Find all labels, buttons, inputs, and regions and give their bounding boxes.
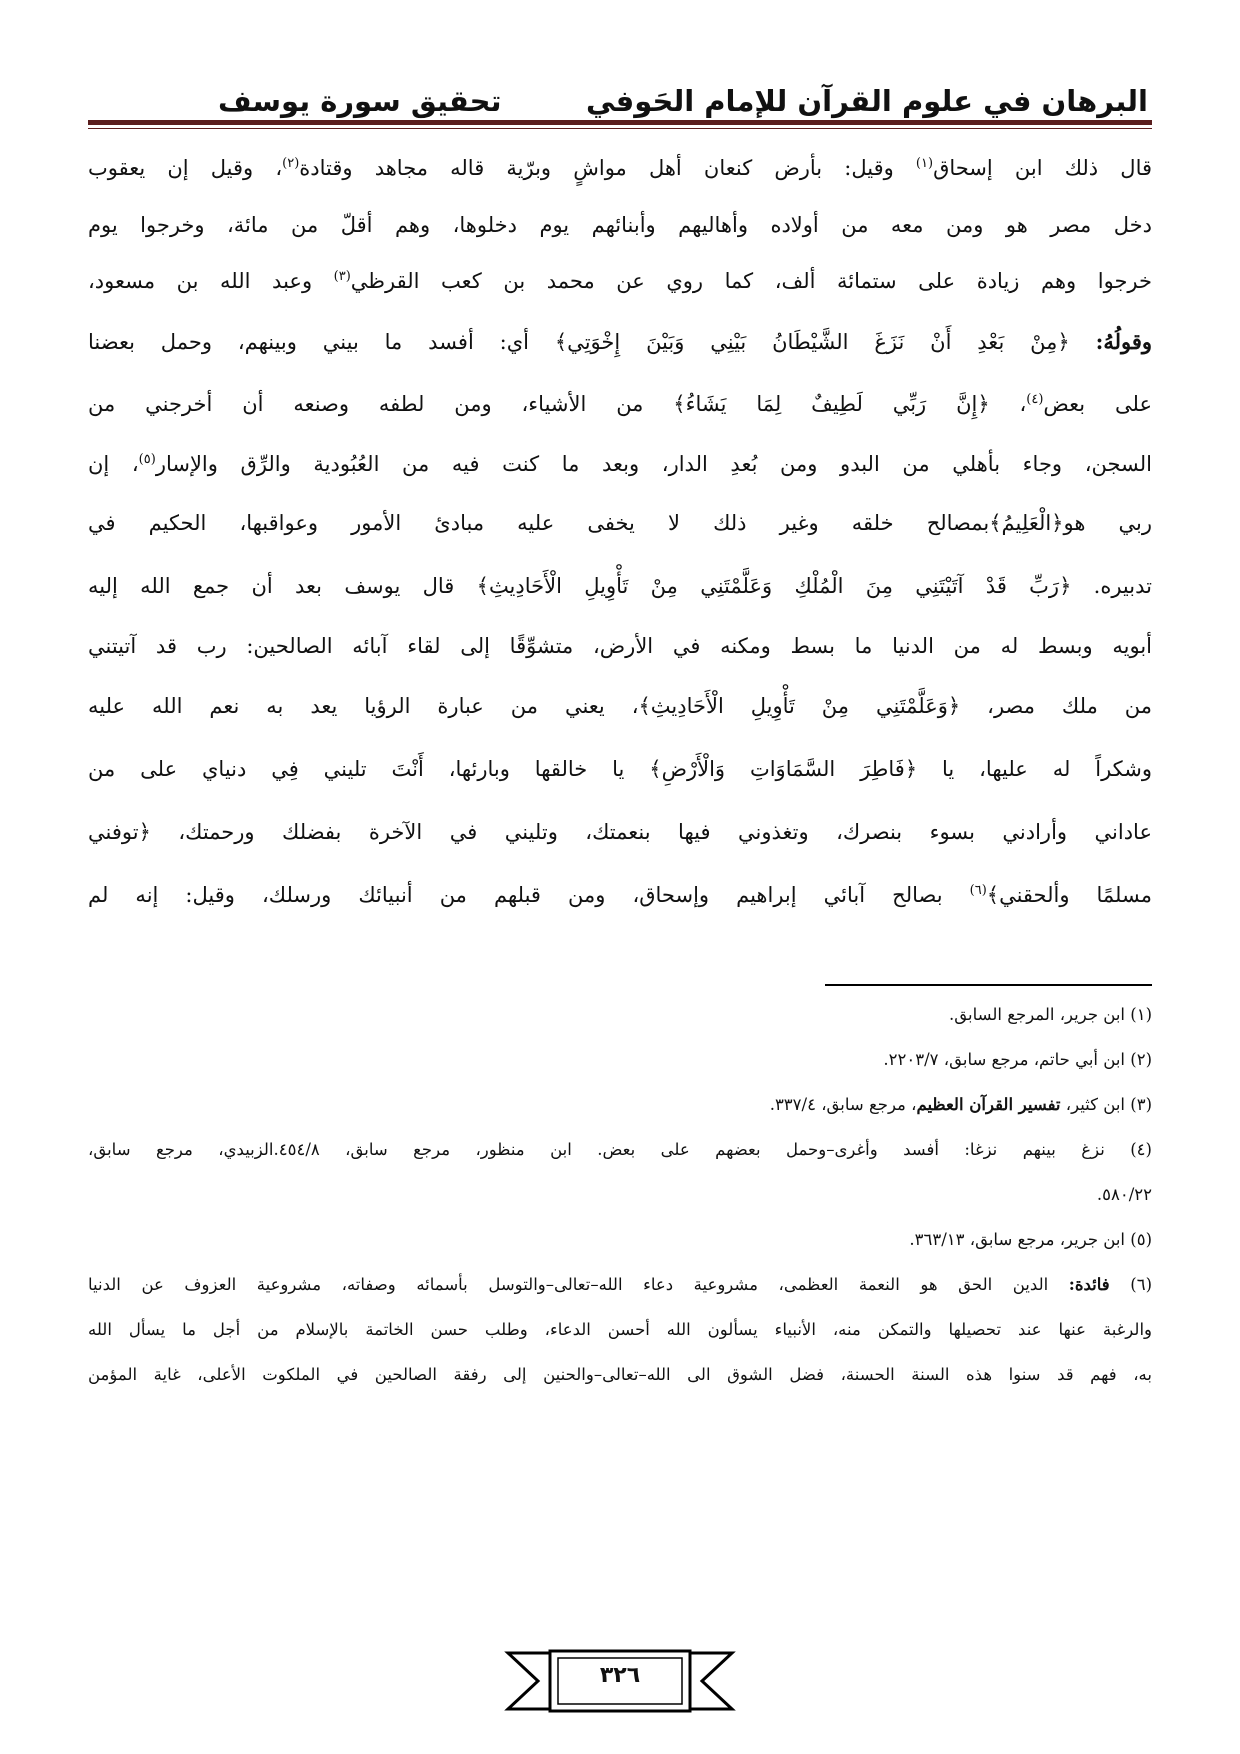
footnote: والرغبة عنها عند تحصيلها والتمكن منه، الأنبياء يسألون الله أحسن الدعاء، وطلب حسن الخاتمة بالإسلام من أجل ما يسأل الله <box>88 1320 1152 1339</box>
page-number-frame <box>502 1645 738 1717</box>
study-title: تحقيق سورة يوسف <box>218 84 502 118</box>
body-line: وشكراً له عليها، يا ﴿فَاطِرَ السَّمَاوَاتِ وَالْأَرْضِ﴾ يا خالقها وبارئها، أَنْتَ تليني فِي دنياي على من <box>88 756 1152 781</box>
footnote: (٣) ابن كثير، تفسير القرآن العظيم، مرجع سابق، ٣٣٧/٤. <box>769 1095 1152 1114</box>
footnote-continuation: ٥٨٠/٢٢. <box>1096 1185 1152 1204</box>
page-number: ٣٢٦ <box>599 1663 641 1688</box>
body-line: خرجوا وهم زيادة على ستمائة ألف، كما روي عن محمد بن كعب القرظي$^{(٣)}$ وعبد الله بن مسعود، <box>88 269 1152 293</box>
footnote-separator <box>825 984 1152 986</box>
body-line: على بعض$^{(٤)}$، ﴿إِنَّ رَبِّي لَطِيفٌ لِمَا يَشَاءُ﴾ من الأشياء، ومن لطفه وصنعه أن أخرجني من <box>88 391 1152 416</box>
footnote: به، فهم قد سنوا هذه السنة الحسنة، فضل الشوق الى الله–تعالى–والحنين إلى رفقة الصالحين في الملكوت الأعلى، غاية المؤمن <box>88 1365 1152 1384</box>
footnotes <box>88 992 1152 1397</box>
footnote: (١) ابن جرير، المرجع السابق. <box>949 1005 1152 1024</box>
body-line: السجن، وجاء بأهلي من البدو ومن بُعدِ الدار، وبعد ما كنت فيه من العُبُودية والرِّق والإسار$^{(٥)}$، إن <box>88 451 1152 476</box>
body-text <box>88 140 1152 927</box>
header-rule-thick <box>88 120 1152 125</box>
body-line: مسلمًا وألحقني﴾$^{(٦)}$ بصالح آبائي إبراهيم وإسحاق، ومن قبلهم من أنبيائك ورسلك، وقيل: إنه لم <box>88 882 1152 907</box>
book-title: البرهان في علوم القرآن للإمام الحَوفي <box>585 84 1148 118</box>
body-line: أبويه وبسط له من الدنيا ما بسط ومكنه في الأرض، متشوِّقًا إلى لقاء آبائه الصالحين: رب قد آتيتني <box>88 634 1152 658</box>
body-line: من ملك مصر، ﴿وَعَلَّمْتَنِي مِنْ تَأْوِيلِ الْأَحَادِيثِ﴾، يعني من عبارة الرؤيا يعد به نعم الله عليه <box>88 693 1152 718</box>
body-line: تدبيره. ﴿رَبِّ قَدْ آتَيْتَنِي مِنَ الْمُلْكِ وَعَلَّمْتَنِي مِنْ تَأْوِيلِ الْأَحَادِيثِ﴾ قال يوسف بعد أن جمع الله إليه <box>88 574 1152 598</box>
body-line: عاداني وأرادني بسوء بنصرك، وتغذوني فيها بنعمتك، وتليني في الآخرة بفضلك ورحمتك، ﴿توفني <box>88 819 1152 844</box>
body-line: قال ذلك ابن إسحاق$^{(١)}$ وقيل: بأرض كنعان أهل مواشٍ وبرّية قاله مجاهد وقتادة$^{(٢)}$، وقيل إن يعقوب <box>88 156 1152 180</box>
body-line: وقولُهُ: ﴿مِنْ بَعْدِ أَنْ نَزَغَ الشَّيْطَانُ بَيْنِي وَبَيْنَ إِخْوَتِي﴾ أي: أفسد ما بيني وبينهم، وحمل بعضنا <box>88 328 1152 354</box>
body-line: دخل مصر هو ومن معه من أولاده وأهاليهم وأبنائهم يوم دخلوها، وهم أقلّ من مائة، وخرجوا يوم <box>88 212 1152 237</box>
header-rule-thin <box>88 128 1152 129</box>
footnote: (٤) نزغ بينهم نزغا: أفسد وأغرى–وحمل بعضهم على بعض. ابن منظور، مرجع سابق، ٤٥٤/٨.الزبيدي، مرجع سابق، <box>88 1140 1152 1159</box>
running-header <box>88 74 1152 118</box>
footnote: (٦) فائدة: الدين الحق هو النعمة العظمى، مشروعية دعاء الله–تعالى–والتوسل بأسمائه وصفاته، مشروعية العزوف عن الدنيا <box>88 1275 1152 1294</box>
footnote: (٥) ابن جرير، مرجع سابق، ٣٦٣/١٣. <box>909 1230 1152 1249</box>
body-line: ربي هو﴿الْعَلِيمُ﴾بمصالح خلقه وغير ذلك لا يخفى عليه مبادئ الأمور وعواقبها، الحكيم في <box>88 511 1152 535</box>
footnote: (٢) ابن أبي حاتم، مرجع سابق، ٢٢٠٣/٧. <box>883 1050 1152 1069</box>
